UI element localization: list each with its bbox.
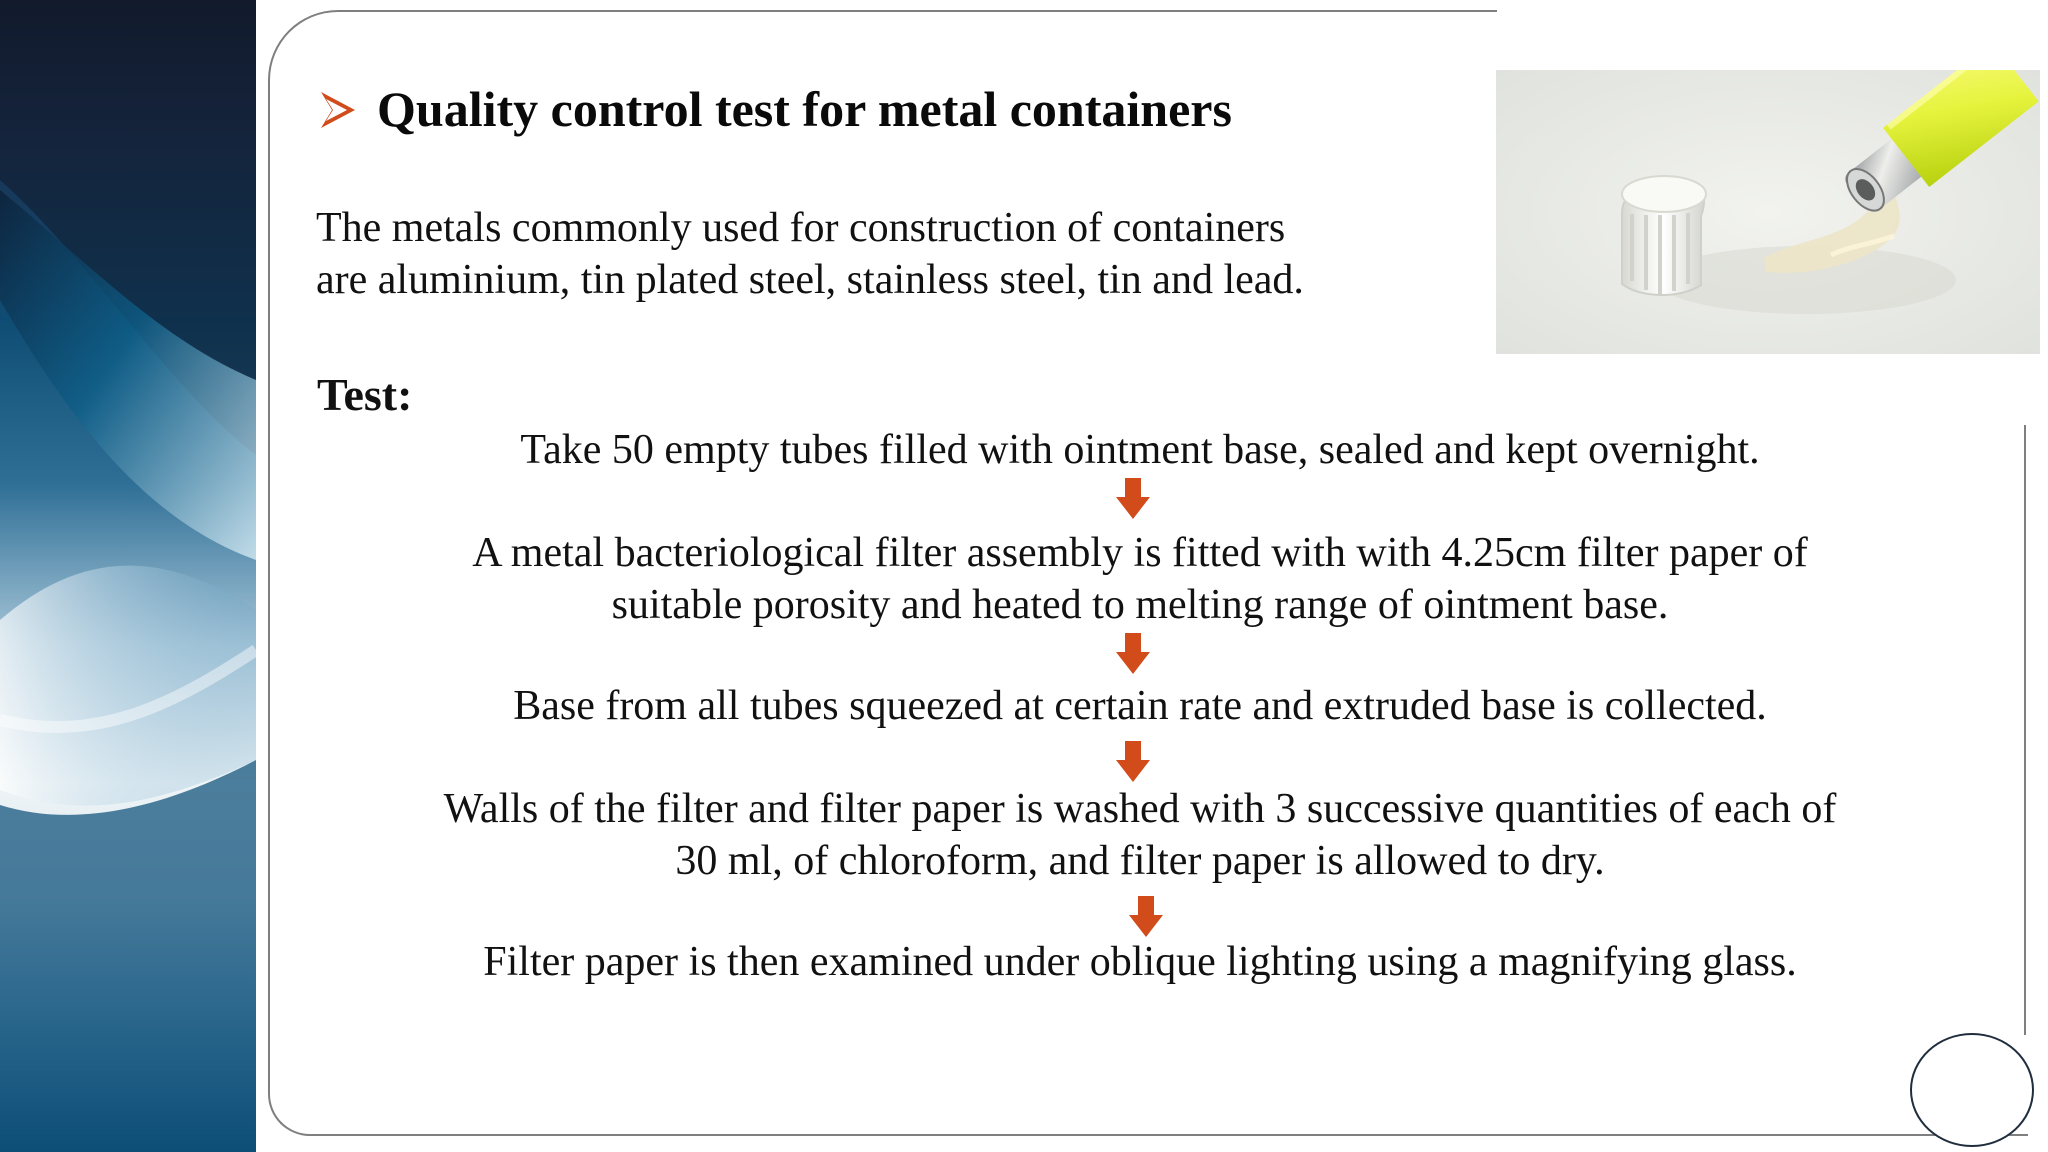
frame-top-gap bbox=[1497, 0, 2048, 18]
test-heading: Test: bbox=[317, 369, 413, 420]
test-step bbox=[300, 527, 1980, 631]
test-step bbox=[300, 936, 1980, 988]
down-arrow-icon bbox=[1114, 741, 1152, 783]
intro-paragraph bbox=[316, 202, 1496, 306]
down-arrow-icon bbox=[1114, 633, 1152, 675]
blue-wave-graphic bbox=[0, 0, 256, 1152]
right-frame-line bbox=[2024, 425, 2026, 1035]
step-text: Filter paper is then examined under oblique lighting using a magnifying glass. bbox=[483, 939, 1797, 985]
step-text: suitable porosity and heated to melting range of ointment base. bbox=[611, 582, 1669, 628]
left-decorative-panel bbox=[0, 0, 256, 1152]
test-step bbox=[300, 424, 1980, 476]
test-step bbox=[300, 783, 1980, 887]
test-step bbox=[300, 680, 1980, 732]
ointment-tube-illustration bbox=[1496, 70, 2040, 354]
slide-title: Quality control test for metal containers bbox=[377, 81, 1232, 137]
right-arrow-bullet-icon bbox=[318, 88, 358, 132]
intro-line: The metals commonly used for construction of containers bbox=[316, 205, 1286, 251]
intro-line: are aluminium, tin plated steel, stainless steel, tin and lead. bbox=[316, 257, 1304, 303]
step-text: Base from all tubes squeezed at certain rate and extruded base is collected. bbox=[513, 683, 1767, 729]
ointment-tube-image bbox=[1496, 70, 2040, 354]
step-text: Take 50 empty tubes filled with ointment base, sealed and kept overnight. bbox=[520, 427, 1760, 473]
step-text: Walls of the filter and filter paper is washed with 3 successive quantities of each of bbox=[443, 786, 1837, 832]
step-text: 30 ml, of chloroform, and filter paper is allowed to dry. bbox=[675, 838, 1605, 884]
slide-corner-circle bbox=[1910, 1033, 2034, 1147]
step-text: A metal bacteriological filter assembly is fitted with with 4.25cm filter paper of bbox=[472, 530, 1808, 576]
down-arrow-icon bbox=[1127, 896, 1165, 938]
down-arrow-icon bbox=[1114, 478, 1152, 520]
